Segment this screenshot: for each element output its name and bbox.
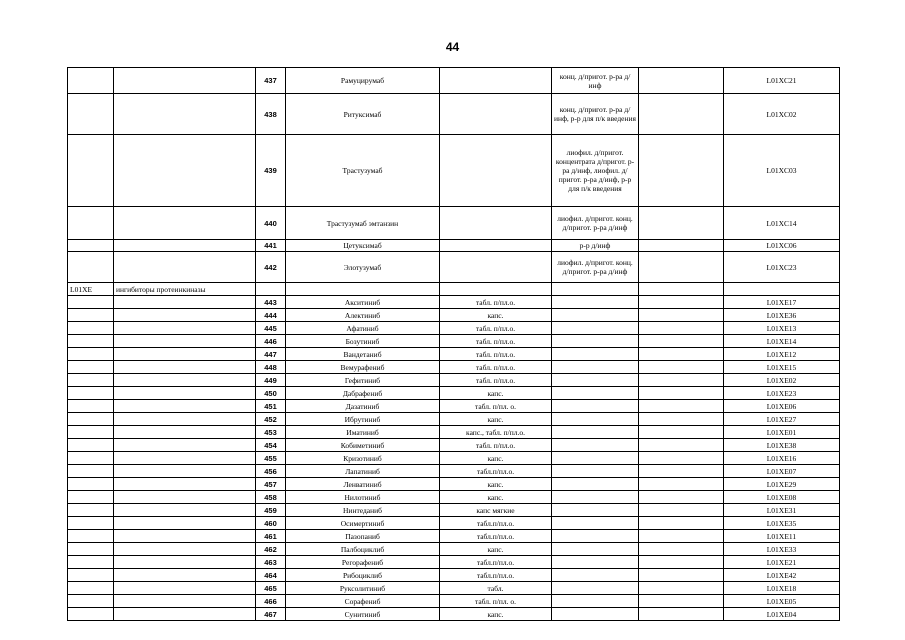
atc-group-cell [68, 335, 114, 348]
extra-cell [639, 361, 724, 374]
table-row [68, 309, 840, 322]
atc-group-cell [68, 439, 114, 452]
atc-group-cell [68, 517, 114, 530]
table-row [68, 452, 840, 465]
extra-cell [639, 283, 724, 296]
dosage-form-cell: табл. п/пл.о. [440, 322, 552, 335]
group-name-cell [114, 374, 256, 387]
dosage-form-cell: табл. [440, 582, 552, 595]
extra-cell [639, 478, 724, 491]
extra-cell [639, 296, 724, 309]
extra-cell [639, 309, 724, 322]
extra-cell [639, 252, 724, 283]
dosage-form-alt-cell: лиофил. д/пригот. концентрата д/пригот. р-ра д/инф, лиофил. д/пригот. р-ра д/инф, р-р для п/к введения [552, 135, 639, 207]
table-row [68, 252, 840, 283]
dosage-form-cell: капс. [440, 413, 552, 426]
table-row [68, 530, 840, 543]
dosage-form-alt-cell [552, 543, 639, 556]
dosage-form-alt-cell [552, 582, 639, 595]
table-row [68, 335, 840, 348]
row-number-cell: 450 [256, 387, 286, 400]
extra-cell [639, 582, 724, 595]
group-name-cell [114, 207, 256, 240]
atc-code-cell: L01XE11 [724, 530, 840, 543]
group-name-cell [114, 240, 256, 252]
row-number-cell: 449 [256, 374, 286, 387]
row-number-cell: 438 [256, 94, 286, 135]
drug-name-cell: Пазопаниб [286, 530, 440, 543]
table-row [68, 569, 840, 582]
atc-code-cell: L01XC21 [724, 68, 840, 94]
dosage-form-cell: табл. п/пл.о. [440, 374, 552, 387]
table-row [68, 517, 840, 530]
group-name-cell [114, 478, 256, 491]
drug-name-cell: Трастузумаб [286, 135, 440, 207]
dosage-form-cell: табл. п/пл.о. [440, 361, 552, 374]
atc-group-cell: L01XE [68, 283, 114, 296]
dosage-form-cell: табл. п/пл.о. [440, 296, 552, 309]
table-row [68, 426, 840, 439]
extra-cell [639, 569, 724, 582]
atc-group-cell [68, 94, 114, 135]
atc-code-cell: L01XE27 [724, 413, 840, 426]
dosage-form-alt-cell [552, 400, 639, 413]
extra-cell [639, 413, 724, 426]
row-number-cell: 441 [256, 240, 286, 252]
drug-name-cell: Сорафениб [286, 595, 440, 608]
row-number-cell: 440 [256, 207, 286, 240]
row-number-cell: 458 [256, 491, 286, 504]
atc-code-cell: L01XE06 [724, 400, 840, 413]
drug-name-cell [286, 283, 440, 296]
table-row [68, 94, 840, 135]
dosage-form-cell [440, 207, 552, 240]
dosage-form-alt-cell [552, 387, 639, 400]
extra-cell [639, 439, 724, 452]
table-row [68, 608, 840, 621]
atc-group-cell [68, 348, 114, 361]
drug-name-cell: Палбоциклиб [286, 543, 440, 556]
atc-code-cell: L01XE04 [724, 608, 840, 621]
extra-cell [639, 556, 724, 569]
atc-code-cell: L01XE13 [724, 322, 840, 335]
atc-code-cell: L01XE08 [724, 491, 840, 504]
drug-name-cell: Вемурафениб [286, 361, 440, 374]
dosage-form-cell: капс. [440, 543, 552, 556]
atc-code-cell: L01XE01 [724, 426, 840, 439]
group-name-cell [114, 491, 256, 504]
group-name-cell [114, 348, 256, 361]
dosage-form-alt-cell: конц. д/пригот. р-ра д/инф, р-р для п/к введения [552, 94, 639, 135]
extra-cell [639, 387, 724, 400]
dosage-form-cell: табл. п/пл.о. [440, 348, 552, 361]
atc-code-cell: L01XC23 [724, 252, 840, 283]
group-name-cell [114, 556, 256, 569]
group-name-cell [114, 504, 256, 517]
atc-code-cell: L01XE07 [724, 465, 840, 478]
atc-group-cell [68, 400, 114, 413]
atc-group-cell [68, 608, 114, 621]
atc-code-cell: L01XE02 [724, 374, 840, 387]
group-name-cell [114, 426, 256, 439]
atc-group-cell [68, 252, 114, 283]
extra-cell [639, 207, 724, 240]
dosage-form-cell: табл. п/пл.о. [440, 439, 552, 452]
drug-name-cell: Осимертиниб [286, 517, 440, 530]
table-row [68, 296, 840, 309]
row-number-cell: 452 [256, 413, 286, 426]
drug-name-cell: Цетуксимаб [286, 240, 440, 252]
drug-name-cell: Иматиниб [286, 426, 440, 439]
atc-group-cell [68, 296, 114, 309]
extra-cell [639, 595, 724, 608]
drug-name-cell: Акситиниб [286, 296, 440, 309]
table-row [68, 439, 840, 452]
dosage-form-alt-cell [552, 296, 639, 309]
atc-group-cell [68, 309, 114, 322]
atc-code-cell: L01XE38 [724, 439, 840, 452]
dosage-form-cell [440, 94, 552, 135]
table-row [68, 283, 840, 296]
dosage-form-alt-cell [552, 361, 639, 374]
dosage-form-alt-cell [552, 595, 639, 608]
dosage-form-cell [440, 135, 552, 207]
table-row [68, 207, 840, 240]
dosage-form-alt-cell [552, 530, 639, 543]
drug-name-cell: Вандетаниб [286, 348, 440, 361]
atc-code-cell: L01XE42 [724, 569, 840, 582]
group-name-cell [114, 465, 256, 478]
row-number-cell: 463 [256, 556, 286, 569]
atc-code-cell: L01XE23 [724, 387, 840, 400]
row-number-cell: 443 [256, 296, 286, 309]
dosage-form-alt-cell: р-р д/инф [552, 240, 639, 252]
dosage-form-alt-cell [552, 504, 639, 517]
drug-name-cell: Элотузумаб [286, 252, 440, 283]
atc-code-cell: L01XE17 [724, 296, 840, 309]
dosage-form-cell: табл. п/пл. о. [440, 400, 552, 413]
extra-cell [639, 504, 724, 517]
drug-name-cell: Дабрафениб [286, 387, 440, 400]
atc-group-cell [68, 452, 114, 465]
drug-name-cell: Гефитиниб [286, 374, 440, 387]
row-number-cell: 448 [256, 361, 286, 374]
atc-group-cell [68, 68, 114, 94]
extra-cell [639, 135, 724, 207]
table-row [68, 478, 840, 491]
dosage-form-alt-cell [552, 322, 639, 335]
row-number-cell: 444 [256, 309, 286, 322]
group-name-cell [114, 361, 256, 374]
drug-name-cell: Нинтеданиб [286, 504, 440, 517]
table-row [68, 240, 840, 252]
atc-group-cell [68, 426, 114, 439]
dosage-form-cell: капс. [440, 478, 552, 491]
atc-code-cell: L01XE21 [724, 556, 840, 569]
atc-code-cell: L01XE36 [724, 309, 840, 322]
atc-code-cell: L01XC06 [724, 240, 840, 252]
dosage-form-cell: капс мягкие [440, 504, 552, 517]
dosage-form-cell: табл.п/пл.о. [440, 569, 552, 582]
atc-group-cell [68, 413, 114, 426]
group-name-cell [114, 135, 256, 207]
dosage-form-alt-cell: лиофил. д/пригот. конц. д/пригот. р-ра д/инф [552, 207, 639, 240]
row-number-cell: 451 [256, 400, 286, 413]
drug-name-cell: Кризотиниб [286, 452, 440, 465]
extra-cell [639, 517, 724, 530]
atc-code-cell: L01XC03 [724, 135, 840, 207]
atc-group-cell [68, 491, 114, 504]
row-number-cell: 455 [256, 452, 286, 465]
row-number-cell: 457 [256, 478, 286, 491]
atc-group-cell [68, 582, 114, 595]
atc-code-cell: L01XE12 [724, 348, 840, 361]
group-name-cell [114, 452, 256, 465]
group-name-cell [114, 400, 256, 413]
atc-group-cell [68, 569, 114, 582]
group-name-cell [114, 608, 256, 621]
dosage-form-cell: капс., табл. п/пл.о. [440, 426, 552, 439]
table-row [68, 504, 840, 517]
group-name-cell [114, 439, 256, 452]
dosage-form-alt-cell [552, 491, 639, 504]
row-number-cell: 462 [256, 543, 286, 556]
dosage-form-cell: табл.п/пл.о. [440, 556, 552, 569]
table-row [68, 68, 840, 94]
group-name-cell [114, 322, 256, 335]
row-number-cell: 446 [256, 335, 286, 348]
table-row [68, 322, 840, 335]
row-number-cell: 464 [256, 569, 286, 582]
page-number: 44 [445, 40, 460, 54]
group-name-cell [114, 582, 256, 595]
drug-name-cell: Регорафениб [286, 556, 440, 569]
drug-name-cell: Афатиниб [286, 322, 440, 335]
dosage-form-cell: капс. [440, 491, 552, 504]
extra-cell [639, 94, 724, 135]
table-row [68, 413, 840, 426]
drug-name-cell: Рибоциклиб [286, 569, 440, 582]
dosage-form-cell: табл.п/пл.о. [440, 517, 552, 530]
row-number-cell: 439 [256, 135, 286, 207]
drug-name-cell: Руксолитиниб [286, 582, 440, 595]
table-row [68, 135, 840, 207]
dosage-form-alt-cell [552, 439, 639, 452]
dosage-form-cell: табл.п/пл.о. [440, 465, 552, 478]
row-number-cell: 445 [256, 322, 286, 335]
group-name-cell [114, 595, 256, 608]
drug-table [67, 67, 840, 621]
row-number-cell: 454 [256, 439, 286, 452]
atc-group-cell [68, 207, 114, 240]
group-name-cell [114, 68, 256, 94]
atc-group-cell [68, 361, 114, 374]
dosage-form-cell [440, 283, 552, 296]
drug-name-cell: Кобиметиниб [286, 439, 440, 452]
extra-cell [639, 374, 724, 387]
atc-code-cell: L01XE18 [724, 582, 840, 595]
extra-cell [639, 68, 724, 94]
dosage-form-cell [440, 240, 552, 252]
dosage-form-alt-cell [552, 283, 639, 296]
dosage-form-alt-cell [552, 374, 639, 387]
dosage-form-alt-cell: лиофил. д/пригот. конц. д/пригот. р-ра д/инф [552, 252, 639, 283]
table-row [68, 400, 840, 413]
row-number-cell: 465 [256, 582, 286, 595]
table-row [68, 582, 840, 595]
atc-group-cell [68, 478, 114, 491]
group-name-cell [114, 94, 256, 135]
table-row [68, 387, 840, 400]
dosage-form-alt-cell [552, 309, 639, 322]
atc-code-cell: L01XE16 [724, 452, 840, 465]
dosage-form-alt-cell [552, 569, 639, 582]
dosage-form-alt-cell [552, 465, 639, 478]
extra-cell [639, 322, 724, 335]
row-number-cell: 447 [256, 348, 286, 361]
atc-code-cell [724, 283, 840, 296]
dosage-form-cell: капс. [440, 309, 552, 322]
extra-cell [639, 348, 724, 361]
dosage-form-alt-cell: конц. д/пригот. р-ра д/инф [552, 68, 639, 94]
dosage-form-alt-cell [552, 426, 639, 439]
atc-group-cell [68, 556, 114, 569]
row-number-cell: 461 [256, 530, 286, 543]
extra-cell [639, 465, 724, 478]
atc-code-cell: L01XE31 [724, 504, 840, 517]
group-name-cell [114, 530, 256, 543]
row-number-cell: 453 [256, 426, 286, 439]
extra-cell [639, 452, 724, 465]
extra-cell [639, 543, 724, 556]
dosage-form-alt-cell [552, 478, 639, 491]
group-name-cell [114, 252, 256, 283]
table-row [68, 491, 840, 504]
row-number-cell [256, 283, 286, 296]
atc-code-cell: L01XE14 [724, 335, 840, 348]
atc-group-cell [68, 543, 114, 556]
group-name-cell [114, 413, 256, 426]
drug-name-cell: Дазатиниб [286, 400, 440, 413]
dosage-form-alt-cell [552, 452, 639, 465]
extra-cell [639, 426, 724, 439]
row-number-cell: 437 [256, 68, 286, 94]
drug-name-cell: Ритуксимаб [286, 94, 440, 135]
dosage-form-alt-cell [552, 413, 639, 426]
extra-cell [639, 530, 724, 543]
atc-group-cell [68, 374, 114, 387]
group-name-cell [114, 387, 256, 400]
group-name-cell [114, 309, 256, 322]
atc-group-cell [68, 322, 114, 335]
dosage-form-alt-cell [552, 517, 639, 530]
dosage-form-cell: капс. [440, 452, 552, 465]
table-row [68, 543, 840, 556]
drug-name-cell: Бозутиниб [286, 335, 440, 348]
dosage-form-cell: табл.п/пл.о. [440, 530, 552, 543]
drug-name-cell: Рамуцирумаб [286, 68, 440, 94]
dosage-form-cell: табл. п/пл.о. [440, 335, 552, 348]
dosage-form-cell: капс. [440, 608, 552, 621]
atc-group-cell [68, 240, 114, 252]
drug-name-cell: Нилотиниб [286, 491, 440, 504]
atc-code-cell: L01XC02 [724, 94, 840, 135]
table-row [68, 556, 840, 569]
atc-group-cell [68, 387, 114, 400]
extra-cell [639, 335, 724, 348]
drug-name-cell: Ленватиниб [286, 478, 440, 491]
dosage-form-cell: табл. п/пл. о. [440, 595, 552, 608]
row-number-cell: 456 [256, 465, 286, 478]
dosage-form-cell [440, 252, 552, 283]
table-row [68, 361, 840, 374]
dosage-form-cell [440, 68, 552, 94]
dosage-form-alt-cell [552, 608, 639, 621]
row-number-cell: 442 [256, 252, 286, 283]
drug-name-cell: Алектиниб [286, 309, 440, 322]
table-row [68, 348, 840, 361]
atc-code-cell: L01XC14 [724, 207, 840, 240]
group-name-cell [114, 569, 256, 582]
dosage-form-alt-cell [552, 556, 639, 569]
atc-group-cell [68, 465, 114, 478]
atc-code-cell: L01XE15 [724, 361, 840, 374]
atc-group-cell [68, 504, 114, 517]
extra-cell [639, 491, 724, 504]
extra-cell [639, 240, 724, 252]
table-row [68, 595, 840, 608]
row-number-cell: 466 [256, 595, 286, 608]
group-name-cell [114, 335, 256, 348]
atc-code-cell: L01XE33 [724, 543, 840, 556]
row-number-cell: 467 [256, 608, 286, 621]
extra-cell [639, 400, 724, 413]
atc-group-cell [68, 530, 114, 543]
extra-cell [639, 608, 724, 621]
dosage-form-alt-cell [552, 348, 639, 361]
dosage-form-cell: капс. [440, 387, 552, 400]
drug-name-cell: Трастузумаб эмтанзин [286, 207, 440, 240]
drug-name-cell: Ибрутиниб [286, 413, 440, 426]
atc-code-cell: L01XE05 [724, 595, 840, 608]
atc-code-cell: L01XE29 [724, 478, 840, 491]
drug-name-cell: Лапатиниб [286, 465, 440, 478]
atc-group-cell [68, 135, 114, 207]
table-row [68, 465, 840, 478]
table-row [68, 374, 840, 387]
atc-code-cell: L01XE35 [724, 517, 840, 530]
group-name-cell: ингибиторы протеинкиназы [114, 283, 256, 296]
group-name-cell [114, 543, 256, 556]
dosage-form-alt-cell [552, 335, 639, 348]
group-name-cell [114, 296, 256, 309]
row-number-cell: 460 [256, 517, 286, 530]
drug-name-cell: Сунитиниб [286, 608, 440, 621]
row-number-cell: 459 [256, 504, 286, 517]
atc-group-cell [68, 595, 114, 608]
group-name-cell [114, 517, 256, 530]
